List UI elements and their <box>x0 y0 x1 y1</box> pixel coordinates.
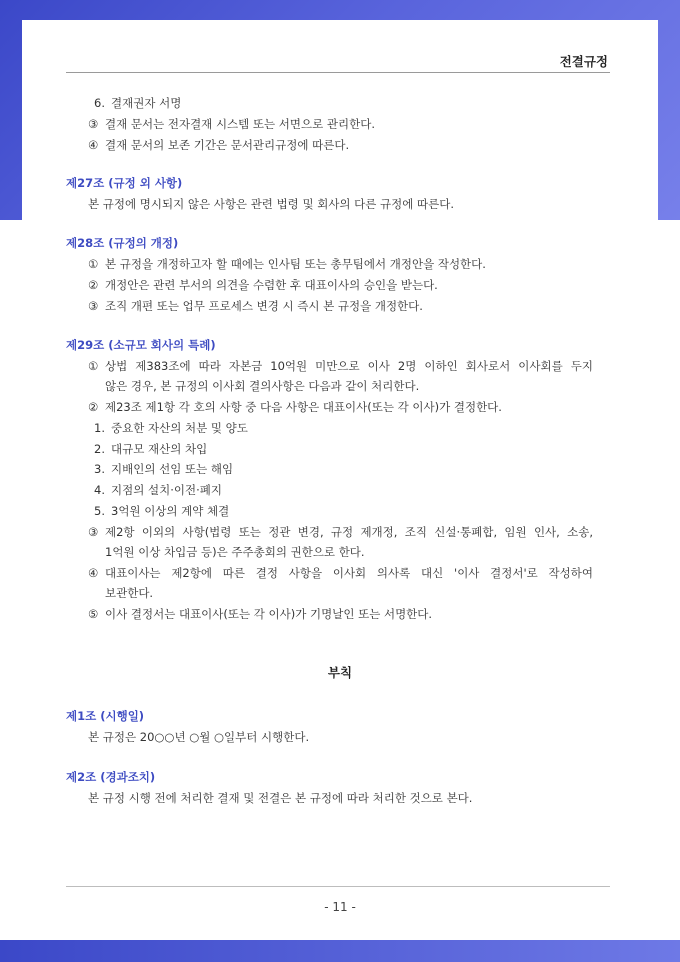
list-marker: 6. <box>94 96 105 110</box>
list-item-text: 결재 문서의 보존 기간은 문서관리규정에 따른다. <box>105 138 350 152</box>
list-marker: ① <box>88 359 99 373</box>
sub-list-item <box>94 482 222 498</box>
list-item <box>88 137 349 153</box>
document-page <box>22 20 658 940</box>
list-item-text: 이사 결정서는 대표이사(또는 각 이사)가 기명날인 또는 서명한다. <box>105 607 433 621</box>
list-marker: ④ <box>88 566 99 580</box>
list-item-text: 지점의 설치·이전·폐지 <box>111 483 222 497</box>
list-item-text: 지배인의 선임 또는 해임 <box>111 462 234 476</box>
list-item-text: 대규모 재산의 차입 <box>111 442 208 456</box>
list-item-text: 조직 개편 또는 업무 프로세스 변경 시 즉시 본 규정을 개정한다. <box>105 299 423 313</box>
list-marker: 5. <box>94 504 105 518</box>
list-marker: 1. <box>94 421 105 435</box>
list-marker: 4. <box>94 483 105 497</box>
header-rule <box>66 72 610 73</box>
article-body: 본 규정은 20○○년 ○월 ○일부터 시행한다. <box>88 730 310 744</box>
list-item-text: 결재권자 서명 <box>111 96 182 110</box>
list-item-text: 제23조 제1항 각 호의 사항 중 다음 사항은 대표이사(또는 각 이사)가 결정한다. <box>105 400 502 414</box>
list-item-text: 제2항 이외의 사항(법령 또는 정관 변경, 규정 제개정, 조직 신설·통폐합, 임원 인사, 소송, <box>105 525 593 539</box>
list-item-text: 상법 제383조에 따라 자본금 10억원 미만으로 이사 2명 이하인 회사로서 이사회를 두지 <box>105 359 593 373</box>
list-item-text: 3억원 이상의 계약 체결 <box>111 504 230 518</box>
article-heading: 제28조 (규정의 개정) <box>66 236 179 250</box>
list-marker: ⑤ <box>88 607 99 621</box>
list-item <box>88 277 438 293</box>
list-marker: 3. <box>94 462 105 476</box>
article-heading: 제1조 (시행일) <box>66 709 145 723</box>
list-item <box>88 298 423 314</box>
article-heading: 제27조 (규정 외 사항) <box>66 176 183 190</box>
background-bottom-band <box>0 940 680 962</box>
list-marker: ③ <box>88 299 99 313</box>
list-item-text: 1억원 이상 차입금 등)은 주주총회의 권한으로 한다. <box>105 545 365 559</box>
sub-list-item <box>94 420 248 436</box>
article-body: 본 규정에 명시되지 않은 사항은 관련 법령 및 회사의 다른 규정에 따른다. <box>88 197 455 211</box>
list-item-text: 본 규정을 개정하고자 할 때에는 인사팀 또는 총무팀에서 개정안을 작성한다. <box>105 257 486 271</box>
addendum-title: 부칙 <box>327 665 353 680</box>
header-title: 전결규정 <box>559 54 608 69</box>
list-marker: 2. <box>94 442 105 456</box>
list-marker: ③ <box>88 117 99 131</box>
list-marker: ② <box>88 278 99 292</box>
list-item <box>88 116 375 132</box>
list-marker: ④ <box>88 138 99 152</box>
list-item-text: 중요한 자산의 처분 및 양도 <box>111 421 248 435</box>
footer-rule <box>66 886 610 887</box>
list-item-text: 개정안은 관련 부서의 의견을 수렴한 후 대표이사의 승인을 받는다. <box>105 278 438 292</box>
sub-list-item <box>94 441 207 457</box>
list-item-text: 보관한다. <box>105 586 154 600</box>
list-marker: ① <box>88 257 99 271</box>
list-item <box>88 256 486 272</box>
sub-list-item <box>94 503 229 519</box>
list-marker: ③ <box>88 525 99 539</box>
article-body: 본 규정 시행 전에 처리한 결재 및 전결은 본 규정에 따라 처리한 것으로 본다. <box>88 791 473 805</box>
article-heading: 제29조 (소규모 회사의 특례) <box>66 338 216 352</box>
sub-list-item <box>94 461 233 477</box>
list-item <box>94 95 181 111</box>
article-heading: 제2조 (경과조치) <box>66 770 156 784</box>
list-item-text: 결재 문서는 전자결재 시스템 또는 서면으로 관리한다. <box>105 117 375 131</box>
page-number: - 11 - <box>324 900 356 914</box>
list-marker: ② <box>88 400 99 414</box>
list-item-text: 대표이사는 제2항에 따른 결정 사항을 이사회 의사록 대신 '이사 결정서'로 작성하여 <box>105 566 593 580</box>
list-item-text: 않은 경우, 본 규정의 이사회 결의사항은 다음과 같이 처리한다. <box>105 379 420 393</box>
